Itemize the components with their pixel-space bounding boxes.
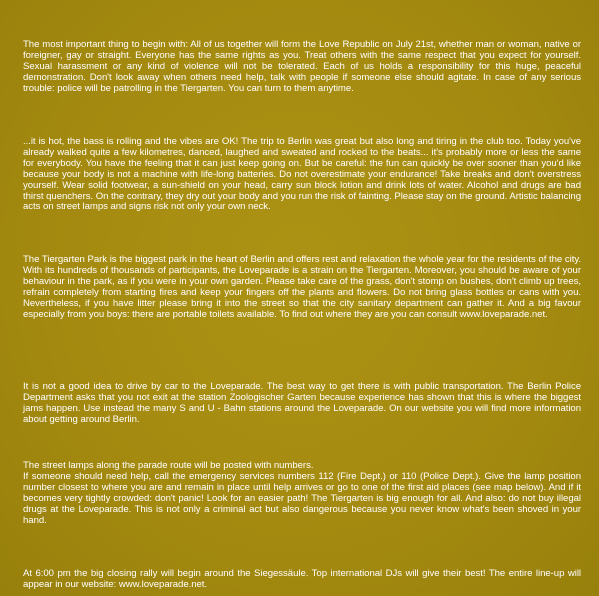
paragraph-tiergarten-park: The Tiergarten Park is the biggest park in the heart of Berlin and offers rest and relaxation the whole year for the residents of the city. With its hundreds of thousands of participants, the Loveparade is a strain on the Tiergarten. Moreover, you should be aware of your behaviour in the park, as if you were in your own garden. Please take care of the grass, don't stomp on bushes, don't climb up trees, refrain completely from starting fires and keep your fingers off the plants and flowers. Do not bring glass bottles or cans with you. Nevertheless, if you have litter please bring it into the street so that the city sanitary department can gather it. And a big favour especially from you boys: there are portable toilets available. To find out where they are you can consult www.loveparade.net. — [23, 254, 581, 320]
paragraph-love-republic: The most important thing to begin with: All of us together will form the Love Republic on July 21st, whether man or woman, native or foreigner, gay or straight. Everyone has the same rights as you. Treat others with the same respect that you expect for yourself. Sexual harassment or any kind of violence will not be tolerated. Each of us holds a responsibility for this huge, peaceful demonstration. Don't look away when others need help, talk with people if someone else should agitate. In case of any serious trouble: police will be patrolling in the Tiergarten. You can turn to them anytime. — [23, 39, 581, 94]
paragraph-health-advice: ...it is hot, the bass is rolling and the vibes are OK! The trip to Berlin was great but also long and tiring in the club too. Today you've already walked quite a few kilometres, danced, laughed and sweated and rocked to the beats... it's probably more or less the same for everybody. You have the feeling that it can just keep going on. But be careful: the fun can quickly be over sooner than you'd like because your body is not a machine with life-long batteries. Do not overestimate your endurance! Take breaks and don't overstress yourself. Wear solid footwear, a sun-shield on your head, carry sun block lotion and drink lots of water. Alcohol and drugs are bad thirst quenchers. On the contrary, they dry out your body and you run the risk of fainting. Please stay on the ground. Artistic balancing acts on street lamps and signs risk not only your own neck. — [23, 136, 581, 213]
paragraph-transportation: It is not a good idea to drive by car to the Loveparade. The best way to get there is with public transportation. The Berlin Police Department asks that you not exit at the station Zoologischer Garten because experience has shown that this is where the biggest jams happen. Use instead the many S and U - Bahn stations around the Loveparade. On our website you will find more information about getting around Berlin. — [23, 381, 581, 425]
paragraph-closing-rally: At 6:00 pm the big closing rally will begin around the Siegessäule. Top international DJs will give their best! The entire line-up will appear in our website: www.loveparade.net. — [23, 568, 581, 590]
paragraph-emergency: The street lamps along the parade route will be posted with numbers. If someone should need help, call the emergency services numbers 112 (Fire Dept.) or 110 (Police Dept.). Give the lamp position number closest to where you are and remain in place until help arrives or go to one of the first aid places (see map below). And if it becomes very tightly crowded: don't panic! Look for an easier path! The Tiergarten is big enough for all. And also: do not buy illegal drugs at the Loveparade. This is not only a criminal act but also dangerous because you never know what's been shoved in your hand. — [23, 460, 581, 526]
